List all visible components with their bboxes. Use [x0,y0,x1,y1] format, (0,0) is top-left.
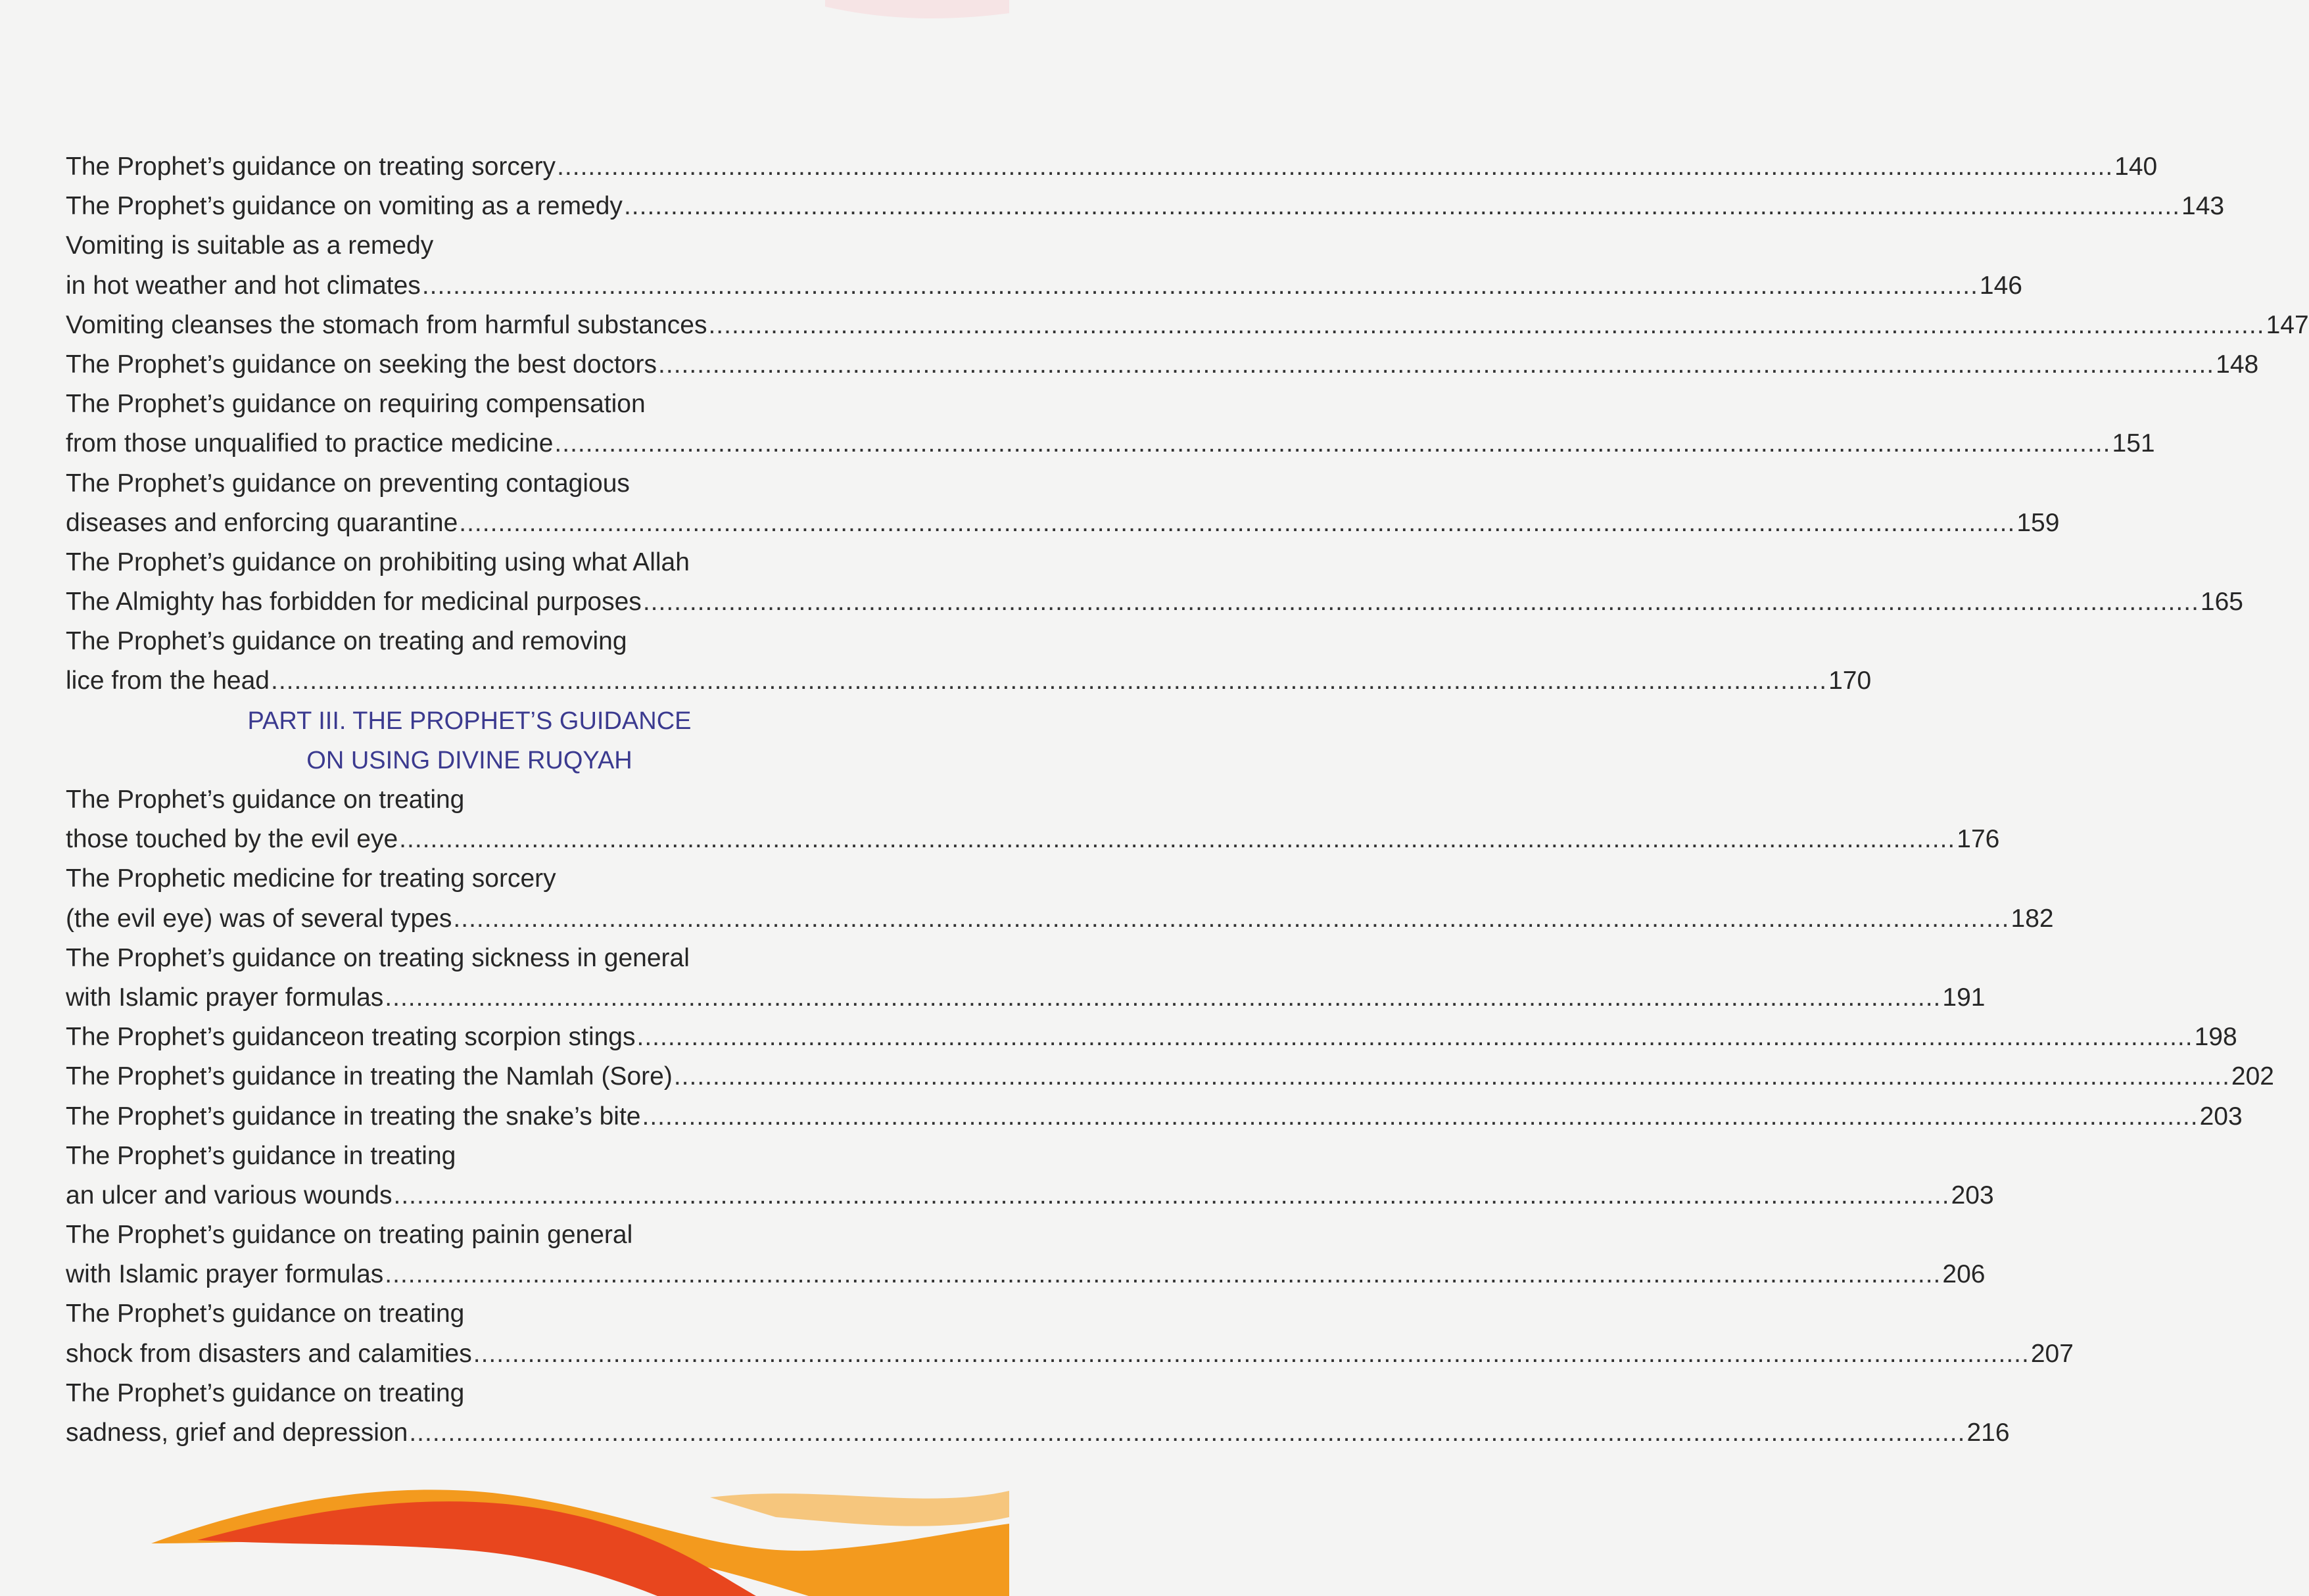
toc-entry-title: with Islamic prayer formulas [66,1260,384,1289]
toc-entry-title: Vomiting is suitable as a remedy [66,231,434,260]
toc-entry-title: from those unqualified to practice medicine [66,429,554,458]
toc-entry [66,859,873,899]
toc-entry [66,266,2022,306]
dot-leader: ........................................................................................................................................................................................................ [453,904,2010,933]
toc-page-number: 203 [2199,1102,2243,1131]
toc-page-number: 191 [1942,983,1986,1012]
toc-entry [66,582,2243,622]
top-decoration [746,0,1009,59]
toc-entry [66,939,873,978]
toc-entry-title: diseases and enforcing quarantine [66,508,458,537]
toc-entry-title: The Almighty has forbidden for medicinal purposes [66,588,642,617]
toc-page-number: 151 [2112,429,2155,458]
toc-page-number: 203 [1951,1181,1994,1209]
toc-entry [66,187,2225,226]
dot-leader: ........................................................................................................................................................................................................ [708,310,2265,339]
toc-entry [66,1215,873,1255]
toc-entry [66,543,873,582]
decorative-wave [0,1471,1009,1596]
toc-entry-title: The Prophet’s guidance on vomiting as a remedy [66,192,623,221]
dot-leader: ........................................................................................................................................................................................................ [557,153,2114,181]
toc-entry [66,1255,1986,1294]
toc-entry [66,978,1986,1018]
toc-entry [66,345,2259,385]
toc-page-number: 182 [2011,904,2054,933]
toc-entry-title: shock from disasters and calamities [66,1339,472,1368]
dot-leader: ........................................................................................................................................................................................................ [385,983,1941,1012]
toc-entry [66,622,873,661]
toc-entry-title: The Prophet’s guidance on preventing contagious [66,469,630,498]
dot-leader: ........................................................................................................................................................................................................ [473,1339,2030,1368]
dot-leader: ........................................................................................................................................................................................................ [673,1062,2230,1091]
dot-leader: ........................................................................................................................................................................................................ [399,825,1956,854]
toc-entry-title: The Prophetic medicine for treating sorcery [66,864,556,893]
toc-entry-title: The Prophet’s guidance in treating the Namlah (Sore) [66,1062,673,1091]
toc-entry-title: The Prophet’s guidance on requiring compensation [66,390,646,419]
toc-entry-title: The Prophet’s guidance on treating sorcery [66,153,556,181]
toc-page-number: 207 [2030,1339,2074,1368]
toc-entry [66,820,2000,859]
section-heading: ON USING DIVINE RUQYAH [306,746,632,774]
toc-entry [66,899,2054,939]
toc-entry-title: in hot weather and hot climates [66,271,421,300]
toc-entry-title: with Islamic prayer formulas [66,983,384,1012]
dot-leader: ........................................................................................................................................................................................................ [642,588,2199,617]
toc-entry [66,424,2155,463]
dot-leader: ........................................................................................................................................................................................................ [385,1260,1941,1289]
toc-entry [66,464,873,504]
dot-leader: ........................................................................................................................................................................................................ [271,667,1828,695]
toc-entry-title: Vomiting cleanses the stomach from harmful substances [66,310,707,339]
toc-entry [66,1018,2237,1057]
toc-entry-title: (the evil eye) was of several types [66,904,452,933]
toc-page-number: 146 [1979,271,2022,300]
toc-entry-title: lice from the head [66,667,270,695]
dot-leader: ........................................................................................................................................................................................................ [459,508,2016,537]
toc-entry [66,385,873,424]
toc-entry [66,504,2060,543]
toc-entry [66,780,873,820]
toc-entry [66,1176,1994,1215]
toc-entry-title: The Prophet’s guidance on treating painin general [66,1221,633,1250]
toc-page-number: 198 [2194,1023,2237,1052]
toc-page-number: 216 [1966,1419,2010,1447]
toc-page-number: 140 [2114,153,2158,181]
toc-entry-title: The Prophet’s guidance on seeking the best doctors [66,350,657,379]
toc-entry-title: The Prophet’s guidance on treating [66,1300,465,1328]
toc-entry [66,1334,2074,1374]
dot-leader: ........................................................................................................................................................................................................ [421,271,1978,300]
toc-entry-title: The Prophet’s guidance in treating [66,1141,456,1170]
toc-entry-title: The Prophet’s guidance in treating the snake’s bite [66,1102,641,1131]
toc-entry [66,1057,2274,1096]
toc-page-number: 165 [2200,588,2243,617]
toc-entry [66,1374,873,1413]
toc-entry-title: sadness, grief and depression [66,1419,408,1447]
toc-entry-title: The Prophet’s guidance on treating [66,1378,465,1407]
toc-entry-title: those touched by the evil eye [66,825,398,854]
dot-leader: ........................................................................................................................................................................................................ [554,429,2111,458]
toc-page-number: 202 [2231,1062,2274,1091]
toc-page-number: 143 [2181,192,2225,221]
toc-entry [66,1137,873,1176]
toc-entry-title: The Prophet’s guidance on treating [66,786,465,814]
toc-page-number: 148 [2216,350,2259,379]
toc-page-number: 159 [2016,508,2060,537]
dot-leader: ........................................................................................................................................................................................................ [658,350,2215,379]
toc-page-number: 170 [1828,667,1872,695]
toc-entry [66,1413,2010,1453]
toc-entry [66,1294,873,1334]
toc-page-number: 206 [1942,1260,1986,1289]
dot-leader: ........................................................................................................................................................................................................ [393,1181,1950,1209]
table-of-contents [66,147,2309,1453]
toc-entry-title: The Prophet’s guidance on treating sickness in general [66,943,690,972]
dot-leader: ........................................................................................................................................................................................................ [623,192,2181,221]
toc-entry-title: an ulcer and various wounds [66,1181,393,1209]
toc-entry [66,306,2309,345]
toc-page-number: 176 [1957,825,2000,854]
toc-entry [66,226,873,266]
dot-leader: ........................................................................................................................................................................................................ [636,1023,2193,1052]
section-heading: PART III. THE PROPHET’S GUIDANCE [247,707,692,735]
toc-entry-title: The Prophet’s guidanceon treating scorpion stings [66,1023,636,1052]
toc-entry [66,661,1872,701]
toc-entry-title: The Prophet’s guidance on treating and removing [66,627,627,656]
toc-page-number: 147 [2266,310,2309,339]
dot-leader: ........................................................................................................................................................................................................ [642,1102,2199,1131]
toc-entry [66,147,2158,187]
dot-leader: ........................................................................................................................................................................................................ [409,1419,1966,1447]
toc-entry [66,1097,2243,1137]
toc-entry-title: The Prophet’s guidance on prohibiting using what Allah [66,548,690,576]
